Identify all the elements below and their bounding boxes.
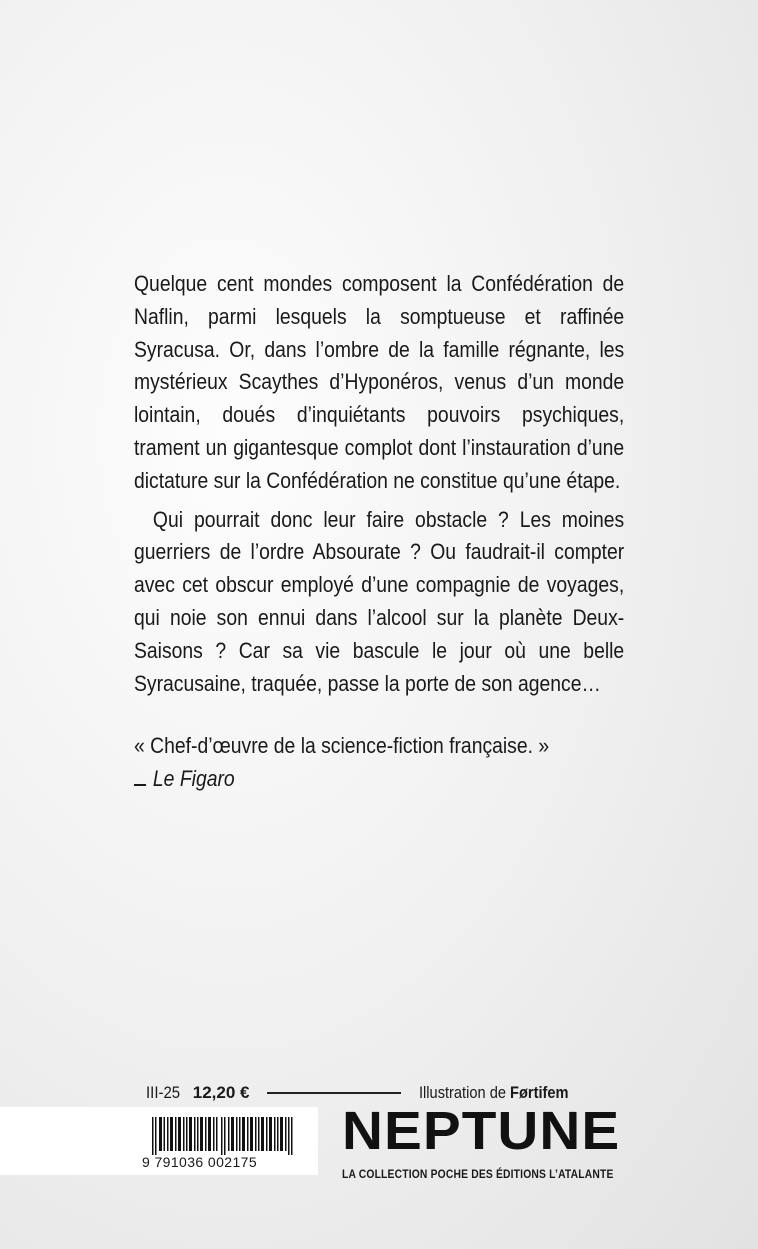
collection-tagline: LA COLLECTION POCHE DES ÉDITIONS L’ATALANTE <box>342 1167 614 1181</box>
press-quote <box>134 730 624 796</box>
blurb-paragraph-1: Quelque cent mondes composent la Confédération de Naflin, parmi lesquels la somptueuse et raffinée Syracusa. Or, dans l’ombre de la famille régnante, les mystérieux Scaythes d’Hyponéros, venus d’un monde lointain, doués d’inquiétants pouvoirs psychiques, trament un gigantesque complot dont l’instauration d’une dictature sur la Confédération ne constitue qu’une étape. <box>134 271 625 493</box>
blurb-paragraph-2: Qui pourrait donc leur faire obstacle ? Les moines guerriers de l’ordre Absourate ? Ou faudrait-il compter avec cet obscur employé d’une compagnie de voyages, qui noie son ennui dans l’alcool sur la planète Deux-Saisons ? Car sa vie bascule le jour où une belle Syracusaine, traquée, passe la porte de son agence… <box>134 506 625 696</box>
quote-source: Le Figaro <box>152 766 235 792</box>
isbn-number: 9 791036 002175 <box>142 1154 257 1170</box>
price: 12,20 € <box>192 1083 250 1102</box>
barcode-panel <box>0 1107 318 1175</box>
catalog-code: III-25 <box>146 1083 181 1102</box>
quote-text: « Chef-d’œuvre de la science-fiction française. » <box>134 733 550 759</box>
collection-logo: NEPTUNE <box>342 1101 621 1161</box>
back-cover-blurb <box>134 268 624 796</box>
barcode <box>152 1117 302 1155</box>
illustration-credit <box>419 1083 569 1103</box>
illustrator-name: Førtifem <box>510 1083 570 1102</box>
illustration-prefix: Illustration de <box>419 1083 507 1102</box>
divider-rule <box>267 1092 401 1094</box>
attribution-dash <box>134 784 146 786</box>
quote-attribution <box>134 763 624 796</box>
